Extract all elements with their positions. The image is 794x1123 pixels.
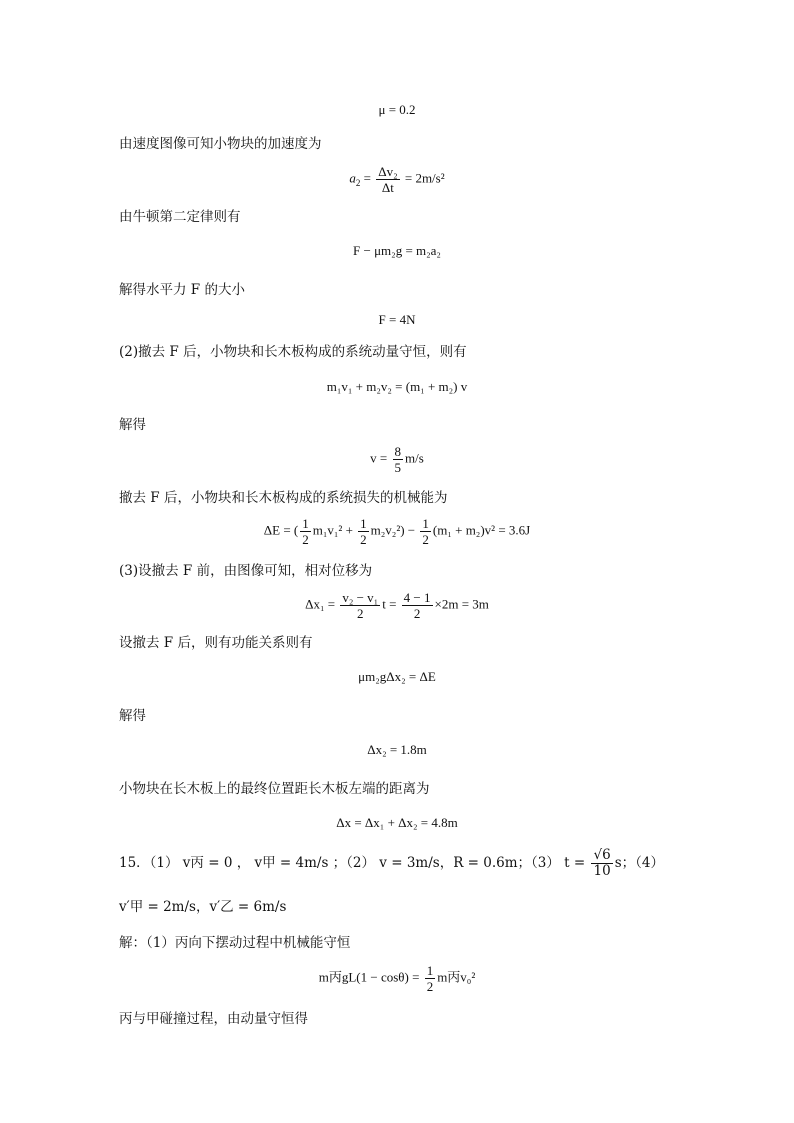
- fraction-numerator: Δv₂: [378, 164, 398, 179]
- equation-velocity: [0, 444, 794, 475]
- equation-force: F = 4N: [378, 312, 416, 327]
- fraction-dv-dt: [376, 164, 399, 195]
- fraction-denominator: 2: [413, 606, 421, 621]
- equation-acceleration: $a_2$ = $\frac{\text{Δv₂}}{\Delta t}$ = 2m/s²: [349, 164, 445, 195]
- equation-mu: μ = 0.2: [378, 102, 416, 117]
- eq-part: ΔE = (: [263, 522, 299, 538]
- fraction-numerator: 4 − 1: [403, 590, 431, 605]
- fraction-8-5: [393, 444, 404, 475]
- fraction-sqrt6-10: [591, 848, 612, 879]
- equation-energy-loss: [0, 516, 794, 547]
- text-force-intro: 解得水平力 F 的大小: [119, 282, 245, 298]
- equation-momentum: m₁v₁ + m₂v₂ = (m₁ + m₂) v: [326, 379, 468, 394]
- text-newton-intro: 由牛顿第二定律则有: [119, 209, 241, 225]
- eq-a2-symbol: a: [349, 170, 356, 186]
- fraction-denominator: 5: [394, 460, 402, 475]
- fraction-velocity-diff: [340, 590, 380, 621]
- equation-energy-conservation: [0, 963, 794, 994]
- fraction-numerator: 1: [422, 516, 429, 531]
- text-solution-intro: 解：（1）丙向下摆动过程中机械能守恒: [119, 935, 351, 951]
- fraction-denominator: 10: [593, 863, 611, 879]
- eq-part: Δx₁ =: [305, 596, 339, 612]
- fraction-denominator: 2: [426, 979, 434, 994]
- text-final-position-intro: 小物块在长木板上的最终位置距长木板左端的距离为: [119, 781, 430, 797]
- equation-dx2: Δx₂ = 1.8m: [367, 742, 427, 757]
- fraction-4-minus-1: [402, 590, 433, 621]
- text-part2-intro: (2)撤去 F 后，小物块和长木板构成的系统动量守恒，则有: [119, 344, 467, 360]
- fraction-half: [425, 963, 436, 994]
- text-part3-intro: (3)设撤去 F 前，由图像可知，相对位移为: [119, 563, 373, 579]
- eq-part: ×2m = 3m: [434, 596, 489, 612]
- text-collision-intro: 丙与甲碰撞过程，由动量守恒得: [119, 1011, 308, 1027]
- fraction-numerator: 8: [394, 444, 402, 459]
- fraction-denominator: 2: [357, 606, 364, 621]
- eq-a2-sub: 2: [355, 178, 361, 189]
- answer-15-summary: [119, 848, 664, 879]
- fraction-half: [358, 516, 369, 547]
- fraction-numerator: √6: [593, 847, 611, 863]
- equation-total-dx: Δx = Δx₁ + Δx₂ = 4.8m: [336, 815, 458, 830]
- answer-15-part4: v′甲 = 2m/s，v′乙 = 6m/s: [119, 899, 287, 915]
- fraction-denominator: 2: [360, 532, 367, 547]
- fraction-denominator: Δt: [381, 180, 394, 195]
- equation-newton: F − μm₂g = m₂a₂: [353, 243, 441, 258]
- eq-part: m丙v₀²: [437, 969, 476, 985]
- answer-part: s；（4）: [614, 855, 664, 871]
- eq-part: (m₁ + m₂)v² = 3.6J: [432, 522, 531, 538]
- text-energy-loss-intro: 撤去 F 后，小物块和长木板构成的系统损失的机械能为: [119, 490, 448, 506]
- text-solve-2: 解得: [119, 708, 146, 724]
- answer-part: 15．（1） v丙 = 0 ， v甲 = 4m/s ；（2） v = 3m/s，R = 0.6m；（3） t =: [119, 855, 590, 871]
- fraction-numerator: v₂ − v₁: [342, 590, 379, 605]
- text-solve-1: 解得: [119, 417, 146, 433]
- equation-relative-displacement: [0, 590, 794, 621]
- text-acceleration-intro: 由速度图像可知小物块的加速度为: [119, 136, 322, 152]
- fraction-half: [300, 516, 311, 547]
- eq-v-lhs: v =: [370, 450, 391, 466]
- fraction-denominator: 2: [422, 532, 429, 547]
- fraction-numerator: 1: [302, 516, 309, 531]
- eq-acceleration-value: = 2m/s²: [401, 170, 445, 186]
- fraction-denominator: 2: [302, 532, 309, 547]
- eq-v-unit: m/s: [405, 450, 424, 466]
- fraction-half: [420, 516, 431, 547]
- eq-part: m₁v₁² +: [312, 522, 357, 538]
- fraction-numerator: 1: [426, 963, 434, 978]
- fraction-numerator: 1: [360, 516, 367, 531]
- equation-work-energy: μm₂gΔx₂ = ΔE: [358, 669, 436, 684]
- eq-part: t =: [382, 596, 400, 612]
- eq-part: m₂v₂²) −: [370, 522, 419, 538]
- eq-part: m丙gL(1 − cosθ) =: [318, 969, 423, 985]
- text-work-energy-intro: 设撤去 F 后，则有功能关系则有: [119, 635, 313, 651]
